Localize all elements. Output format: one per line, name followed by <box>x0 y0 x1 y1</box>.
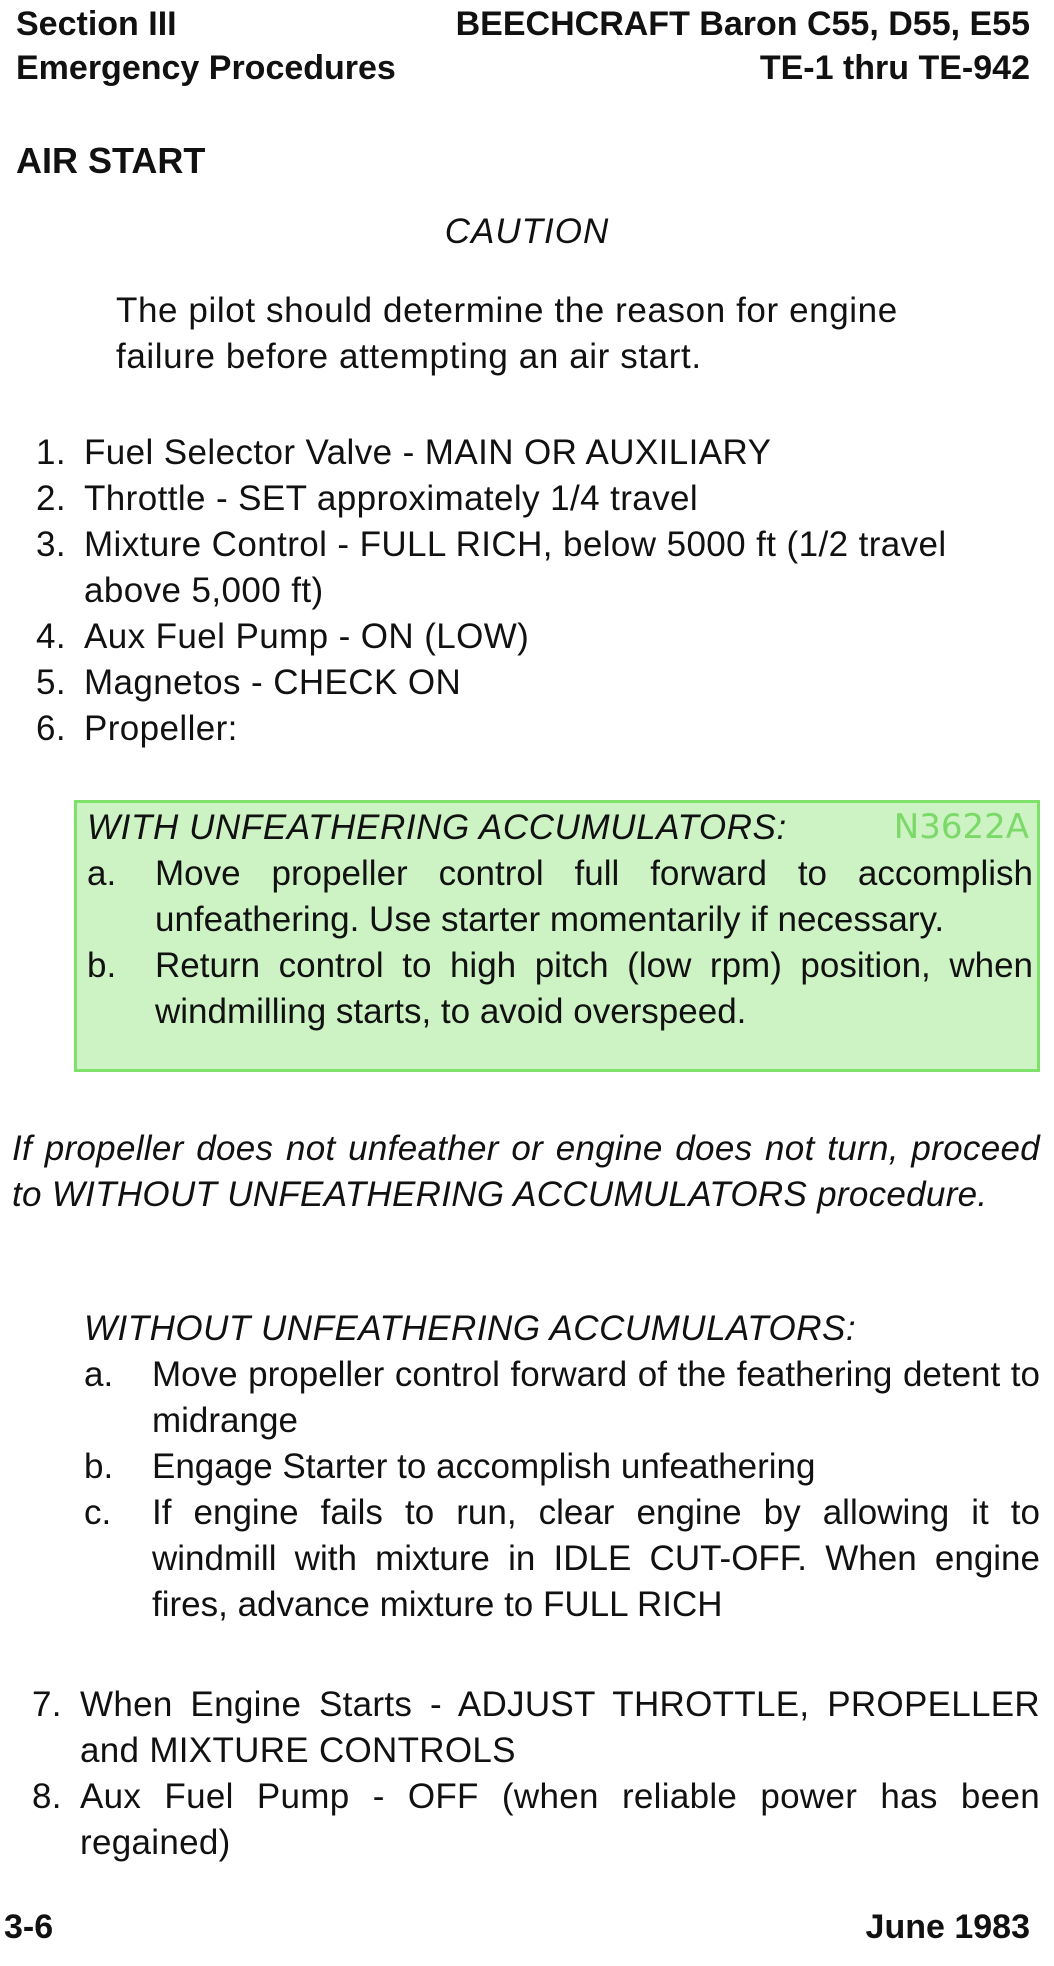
step-number: 6. <box>36 709 66 748</box>
step-item <box>32 1682 1040 1774</box>
step-text: When Engine Starts - ADJUST THROTTLE, PROPELLER and MIXTURE CONTROLS <box>80 1685 1040 1770</box>
page-number: 3-6 <box>4 1908 54 1946</box>
sub-step-text: Move propeller control forward of the feathering detent to midrange <box>152 1355 1040 1440</box>
header-right <box>456 2 1030 90</box>
step-text: Mixture Control - FULL RICH, below 5000 ft (1/2 travel above 5,000 ft) <box>84 525 947 610</box>
without-accumulators-list <box>84 1352 1040 1628</box>
header-left <box>16 2 396 90</box>
step-number: 3. <box>36 525 66 564</box>
step-item <box>36 614 1036 660</box>
with-accumulators-list <box>87 851 1033 1035</box>
step-item <box>36 706 1036 752</box>
section-label: Section III <box>16 5 177 43</box>
step-number: 5. <box>36 663 66 702</box>
sub-step-item <box>87 851 1033 943</box>
sub-step-letter: a. <box>84 1355 114 1394</box>
step-item <box>36 476 1036 522</box>
sub-step-item <box>87 943 1033 1035</box>
procedure-title: AIR START <box>16 140 206 181</box>
step-number: 8. <box>32 1777 62 1816</box>
unfeather-note: If propeller does not unfeather or engine does not turn, proceed to WITHOUT UNFEATHERING ACCUMULATORS procedure. <box>12 1129 1040 1214</box>
step-item <box>36 430 1036 476</box>
step-text: Fuel Selector Valve - MAIN OR AUXILIARY <box>84 433 772 472</box>
sub-step-letter: a. <box>87 854 117 893</box>
sub-step-text: If engine fails to run, clear engine by allowing it to windmill with mixture in IDLE CUT-OFF. When engine fires, advance mixture to FULL RICH <box>152 1493 1040 1624</box>
final-step-list <box>32 1682 1040 1866</box>
step-text: Aux Fuel Pump - ON (LOW) <box>84 617 530 656</box>
sub-step-item <box>84 1490 1040 1628</box>
step-list <box>36 430 1036 752</box>
step-item <box>36 660 1036 706</box>
aircraft-model: BEECHCRAFT Baron C55, D55, E55 <box>455 5 1030 43</box>
sub-step-letter: b. <box>87 946 117 985</box>
sub-step-item <box>84 1444 1040 1490</box>
step-number: 2. <box>36 479 66 518</box>
step-text: Propeller: <box>84 709 238 748</box>
sub-step-text: Engage Starter to accomplish unfeathering <box>152 1447 816 1486</box>
caution-heading: CAUTION <box>444 212 610 251</box>
step-number: 7. <box>32 1685 62 1724</box>
step-text: Magnetos - CHECK ON <box>84 663 462 702</box>
without-accumulators-heading: WITHOUT UNFEATHERING ACCUMULATORS: <box>84 1309 857 1348</box>
sub-step-text: Return control to high pitch (low rpm) position, when windmilling starts, to avoid overspeed. <box>155 946 1033 1031</box>
step-number: 4. <box>36 617 66 656</box>
sub-step-text: Move propeller control full forward to accomplish unfeathering. Use starter momentarily if necessary. <box>155 854 1033 939</box>
with-accumulators-heading: WITH UNFEATHERING ACCUMULATORS: <box>87 808 787 847</box>
serial-range: TE-1 thru TE-942 <box>759 49 1030 87</box>
step-item <box>36 522 1036 614</box>
sub-step-item <box>84 1352 1040 1444</box>
sub-step-letter: c. <box>84 1493 112 1532</box>
sub-step-letter: b. <box>84 1447 114 1486</box>
section-name: Emergency Procedures <box>16 49 396 87</box>
step-text: Aux Fuel Pump - OFF (when reliable power has been regained) <box>80 1777 1040 1862</box>
step-number: 1. <box>36 433 66 472</box>
revision-date: June 1983 <box>865 1908 1030 1946</box>
step-item <box>32 1774 1040 1866</box>
highlighted-accumulator-section <box>74 800 1040 1072</box>
highlight-tag: N3622A <box>893 807 1029 847</box>
caution-text: The pilot should determine the reason for engine failure before attempting an air start. <box>116 291 898 376</box>
step-text: Throttle - SET approximately 1/4 travel <box>84 479 699 518</box>
